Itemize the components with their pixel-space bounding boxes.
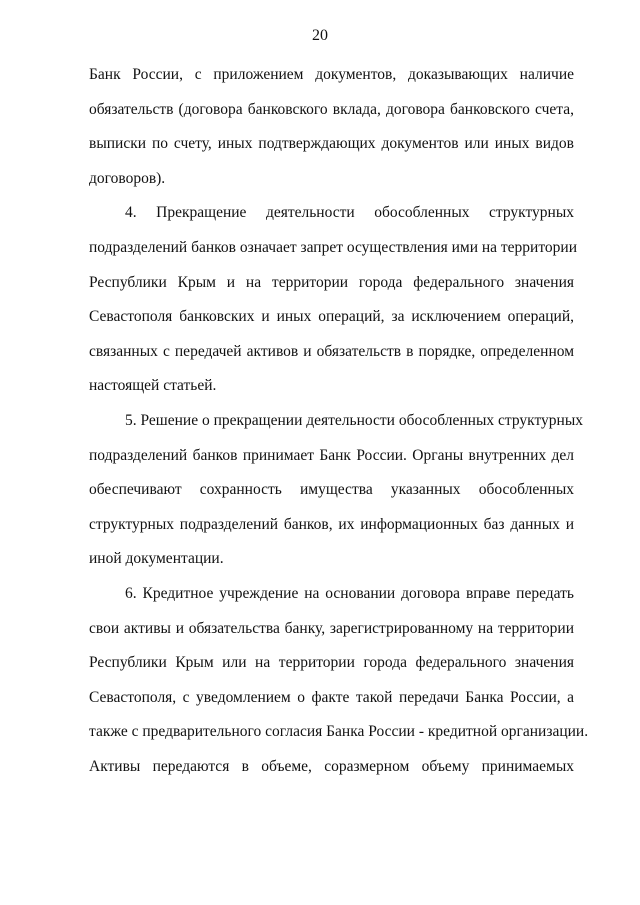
paragraph-line: связанных с передачей активов и обязательств в порядке, определенном [89, 342, 574, 360]
page-number: 20 [312, 27, 328, 44]
paragraph-line: обязательств (договора банковского вклада, договора банковского счета, [89, 100, 574, 118]
document-body [89, 58, 589, 784]
paragraph-line: договоров). [89, 169, 166, 187]
paragraph-line: Республики Крым и на территории города федерального значения [89, 273, 574, 291]
paragraph-line: настоящей статьей. [89, 377, 217, 395]
paragraph-1 [89, 58, 574, 196]
paragraph-line: 4. Прекращение деятельности обособленных структурных [125, 204, 574, 222]
paragraph-line: Банк России, с приложением документов, доказывающих наличие [89, 66, 574, 83]
paragraph-2 [89, 196, 578, 404]
paragraph-3 [89, 404, 583, 577]
paragraph-line: обеспечивают сохранность имущества указанных обособленных [89, 481, 574, 499]
paragraph-line: 5. Решение о прекращении деятельности обособленных структурных [125, 411, 583, 429]
paragraph-line: структурных подразделений банков, их информационных баз данных и [89, 515, 574, 533]
paragraph-line: выписки по счету, иных подтверждающих документов или иных видов [89, 135, 574, 153]
paragraph-line: Севастополя, с уведомлением о факте такой передачи Банка России, а [89, 688, 574, 706]
paragraph-line: иной документации. [89, 550, 224, 568]
paragraph-line: подразделений банков принимает Банк России. Органы внутренних дел [89, 446, 574, 464]
paragraph-line: 6. Кредитное учреждение на основании договора вправе передать [125, 584, 574, 602]
paragraph-line: Севастополя банковских и иных операций, за исключением операций, [89, 308, 574, 326]
paragraph-line: также с предварительного согласия Банка России - кредитной организации. [89, 723, 589, 741]
paragraph-line: Республики Крым или на территории города федерального значения [89, 654, 574, 672]
paragraph-line: подразделений банков означает запрет осуществления ими на территории [89, 238, 578, 256]
paragraph-4 [89, 577, 589, 785]
paragraph-line: свои активы и обязательства банку, зарегистрированному на территории [89, 619, 574, 637]
paragraph-line: Активы передаются в объеме, соразмерном объему принимаемых [89, 757, 574, 775]
